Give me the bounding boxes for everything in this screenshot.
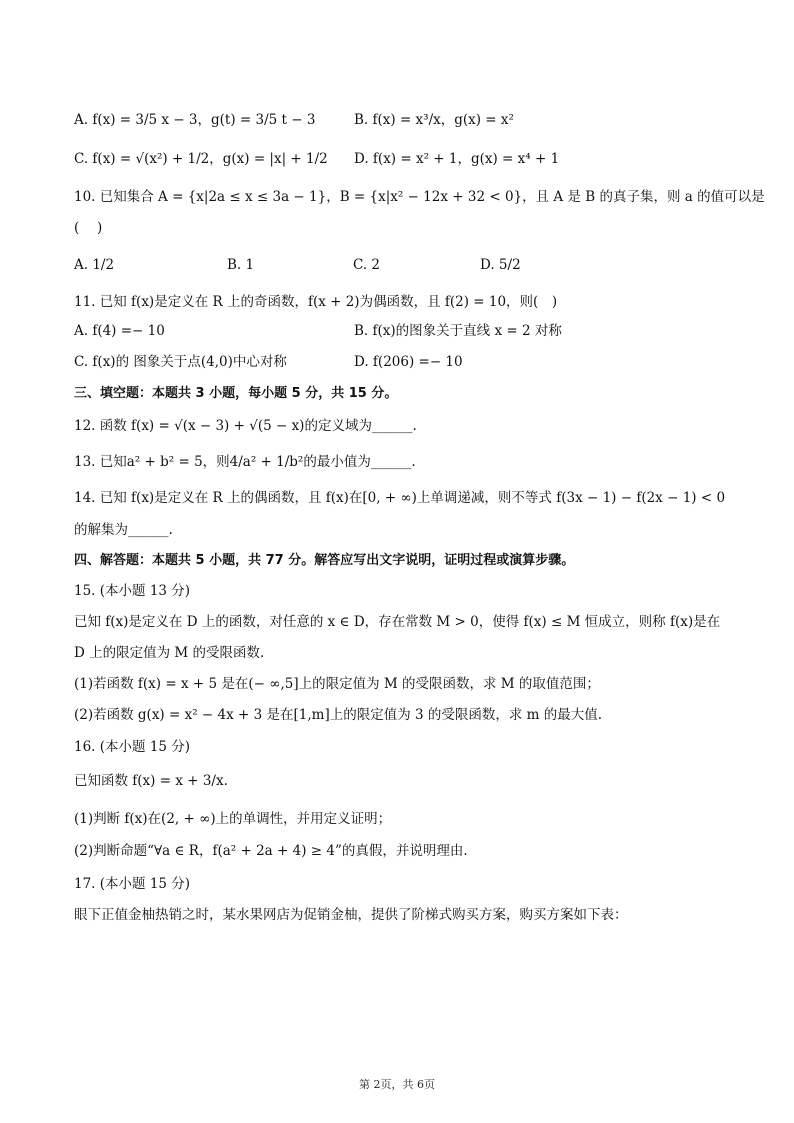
q9-option-b: B. f(x) = x³/x，g(x) = x² (354, 112, 514, 128)
q16-part2: (2)判断命题“∀a ∈ R，f(a² + 2a + 4) ≥ 4”的真假，并说明理由. (74, 843, 468, 859)
q10-stem: 10. 已知集合 A = {x|2a ≤ x ≤ 3a − 1}，B = {x|x² − 12x + 32 < 0}，且 A 是 B 的真子集，则 a 的值可以是 (74, 189, 765, 205)
q11-option-c: C. f(x)的 图象关于点(4,0)中心对称 (74, 354, 287, 370)
q10-paren: ( ) (74, 220, 103, 236)
q11-option-a: A. f(4) =− 10 (74, 323, 165, 339)
q9-option-c: C. f(x) = √(x²) + 1/2，g(x) = |x| + 1/2 (74, 151, 328, 167)
q10-option-b: B. 1 (227, 257, 255, 273)
q12: 12. 函数 f(x) = √(x − 3) + √(5 − x)的定义域为______. (74, 418, 417, 434)
section-3-heading: 三、填空题：本题共 3 小题，每小题 5 分，共 15 分。 (74, 386, 398, 401)
q17-line1: 眼下正值金柚热销之时，某水果网店为促销金柚，提供了阶梯式购买方案，购买方案如下表： (74, 907, 628, 923)
q17-header: 17. (本小题 15 分) (74, 876, 191, 892)
section-4-heading: 四、解答题：本题共 5 小题，共 77 分。解答应写出文字说明，证明过程或演算步骤。 (74, 553, 575, 568)
q15-line1: 已知 f(x)是定义在 D 上的函数，对任意的 x ∈ D，存在常数 M > 0，使得 f(x) ≤ M 恒成立，则称 f(x)是在 (74, 614, 721, 630)
q10-option-d: D. 5/2 (480, 257, 521, 273)
q16-header: 16. (本小题 15 分) (74, 739, 191, 755)
q10-option-a: A. 1/2 (74, 257, 115, 273)
q14-line2: 的解集为______. (74, 522, 173, 538)
q11-option-d: D. f(206) =− 10 (354, 354, 463, 370)
q15-header: 15. (本小题 13 分) (74, 583, 191, 599)
q9-option-d: D. f(x) = x² + 1，g(x) = x⁴ + 1 (354, 151, 560, 167)
q15-part2: (2)若函数 g(x) = x² − 4x + 3 是在[1,m]上的限定值为 3 的受限函数，求 m 的最大值. (74, 707, 603, 723)
q11-option-b: B. f(x)的图象关于直线 x = 2 对称 (354, 323, 562, 339)
q15-part1: (1)若函数 f(x) = x + 5 是在(− ∞,5]上的限定值为 M 的受限函数，求 M 的取值范围； (74, 676, 600, 692)
q14-line1: 14. 已知 f(x)是定义在 R 上的偶函数，且 f(x)在[0, + ∞)上单调递减，则不等式 f(3x − 1) − f(2x − 1) < 0 (74, 490, 726, 506)
q13: 13. 已知a² + b² = 5，则4/a² + 1/b²的最小值为______. (74, 454, 416, 470)
q10-option-c: C. 2 (353, 257, 381, 273)
q15-line2: D 上的限定值为 M 的受限函数. (74, 645, 265, 661)
q16-line1: 已知函数 f(x) = x + 3/x. (74, 773, 228, 789)
q16-part1: (1)判断 f(x)在(2, + ∞)上的单调性，并用定义证明； (74, 811, 392, 827)
q9-option-a: A. f(x) = 3/5 x − 3，g(t) = 3/5 t − 3 (74, 112, 316, 128)
page-footer: 第 2页，共 6页 (359, 1078, 435, 1091)
q11-stem: 11. 已知 f(x)是定义在 R 上的奇函数，f(x + 2)为偶函数，且 f(2) = 10，则( ) (74, 294, 558, 310)
